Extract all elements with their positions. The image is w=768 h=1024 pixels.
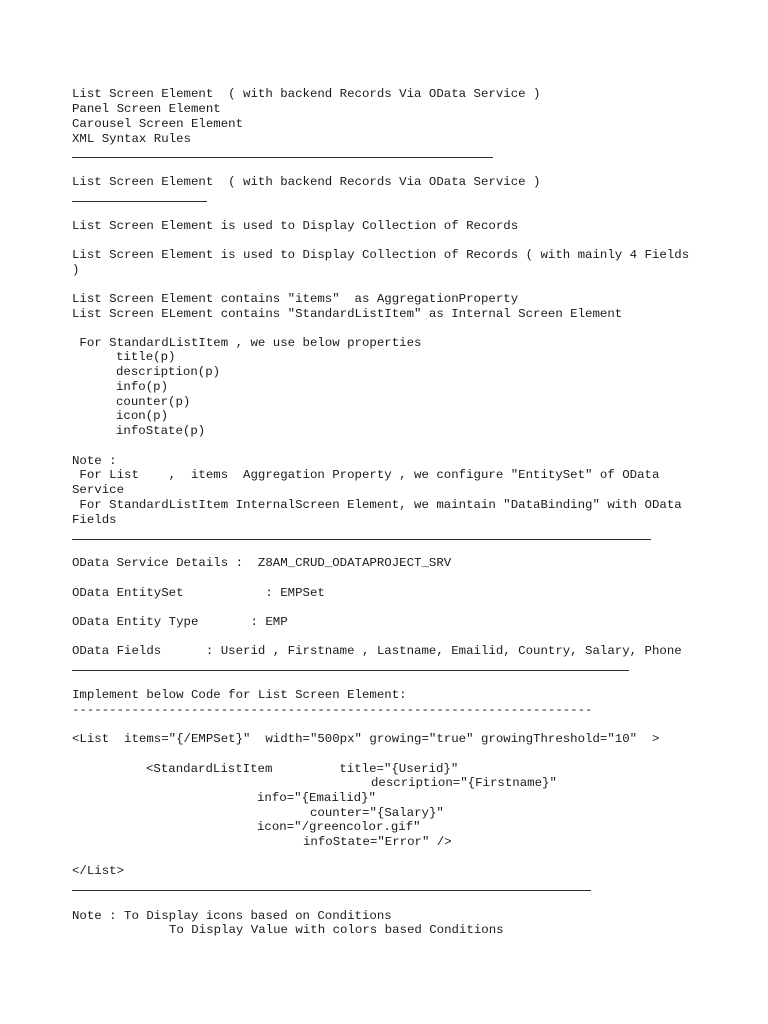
property-item: infoState(p) bbox=[116, 424, 206, 438]
code-line: <List items="{/EMPSet}" width="500px" growing="true" growingThreshold="10" > bbox=[72, 732, 660, 746]
divider bbox=[72, 670, 629, 671]
code-line: </List> bbox=[72, 864, 125, 878]
divider bbox=[72, 539, 651, 540]
note-text: Note : bbox=[72, 454, 117, 468]
code-line: counter="{Salary}" bbox=[310, 806, 444, 820]
property-item: counter(p) bbox=[116, 395, 191, 409]
implement-heading: Implement below Code for List Screen Element: bbox=[72, 688, 407, 702]
section-heading: List Screen Element ( with backend Records Via OData Service ) bbox=[72, 175, 541, 189]
code-line: info="{Emailid}" bbox=[257, 791, 376, 805]
note-text: Fields bbox=[72, 513, 117, 527]
odata-service: OData Service Details : Z8AM_CRUD_ODATAPROJECT_SRV bbox=[72, 556, 452, 570]
intro-text: List Screen Element is used to Display Collection of Records ( with mainly 4 Fields bbox=[72, 248, 690, 262]
odata-fields: OData Fields : Userid , Firstname , Lastname, Emailid, Country, Salary, Phone bbox=[72, 644, 682, 658]
property-item: info(p) bbox=[116, 380, 169, 394]
toc-item: List Screen Element ( with backend Records Via OData Service ) bbox=[72, 87, 541, 101]
final-note: Note : To Display icons based on Conditions bbox=[72, 909, 392, 923]
intro-text: List Screen Element is used to Display Collection of Records bbox=[72, 219, 519, 233]
code-line: icon="/greencolor.gif" bbox=[257, 820, 421, 834]
intro-text: ) bbox=[72, 263, 80, 277]
note-text: For List , items Aggregation Property , we configure "EntitySet" of OData bbox=[72, 468, 660, 482]
divider bbox=[72, 157, 493, 158]
dashed-rule: ---------------------------------------------------------------------- bbox=[72, 703, 593, 717]
toc-item: XML Syntax Rules bbox=[72, 132, 191, 146]
odata-entity-type: OData Entity Type : EMP bbox=[72, 615, 288, 629]
code-line: <StandardListItem title="{Userid}" bbox=[146, 762, 459, 776]
final-note: To Display Value with colors based Conditions bbox=[169, 923, 504, 937]
toc-item: Carousel Screen Element bbox=[72, 117, 244, 131]
note-text: Service bbox=[72, 483, 125, 497]
properties-intro: For StandardListItem , we use below properties bbox=[72, 336, 422, 350]
property-item: icon(p) bbox=[116, 409, 169, 423]
toc-item: Panel Screen Element bbox=[72, 102, 221, 116]
divider bbox=[72, 890, 591, 891]
odata-entityset: OData EntitySet : EMPSet bbox=[72, 586, 325, 600]
contains-text: List Screen ELement contains "StandardListItem" as Internal Screen Element bbox=[72, 307, 623, 321]
code-line: infoState="Error" /> bbox=[303, 835, 452, 849]
property-item: title(p) bbox=[116, 350, 176, 364]
note-text: For StandardListItem InternalScreen Element, we maintain "DataBinding" with OData bbox=[72, 498, 682, 512]
code-line: description="{Firstname}" bbox=[371, 776, 557, 790]
contains-text: List Screen Element contains "items" as AggregationProperty bbox=[72, 292, 519, 306]
heading-underline bbox=[72, 201, 207, 202]
property-item: description(p) bbox=[116, 365, 221, 379]
